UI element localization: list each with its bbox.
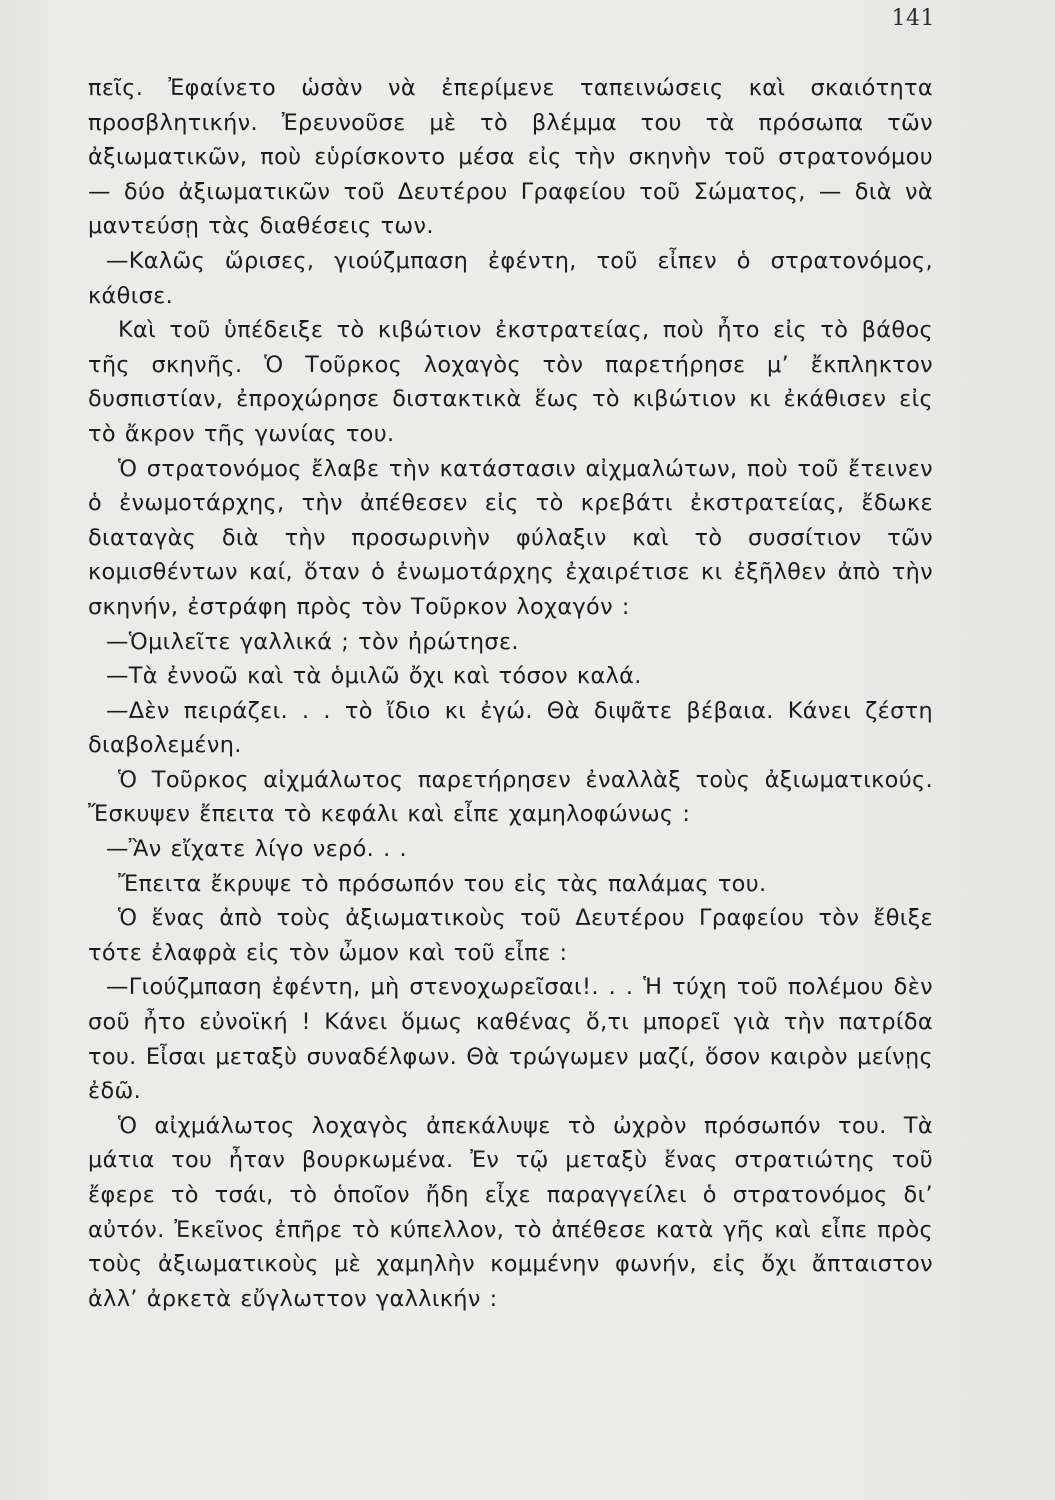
paragraph: Ὁ Τοῦρκος αἰχμάλωτος παρετήρησεν ἐναλλὰξ τοὺς ἀξιωματικούς. Ἔσκυψεν ἔπειτα τὸ κεφάλι καὶ εἶπε χαμηλοφώνως : xyxy=(88,766,933,828)
dialogue-line: —Καλῶς ὥρισες, γιούζμπαση ἐφέντη, τοῦ εἶπεν ὁ στρατονόμος, κάθισε. xyxy=(88,247,933,309)
dialogue-line: —Ἂν εἴχατε λίγο νερό. . . xyxy=(106,836,407,863)
dialogue-line: —Δὲν πειράζει. . . τὸ ἴδιο κι ἐγώ. Θὰ διψᾶτε βέβαια. Κάνει ζέστη διαβολεμένη. xyxy=(88,697,933,759)
dialogue-line: —Γιούζμπαση ἐφέντη, μὴ στενοχωρεῖσαι!. . . Ἡ τύχη τοῦ πολέμου δὲν σοῦ ἦτο εὐνοϊκή ! Κάνει ὅμως καθένας ὅ,τι μπορεῖ γιὰ τὴν πατρίδα του. Εἶσαι μεταξὺ συναδέλφων. Θὰ τρώγωμεν μαζί, ὅσον καιρὸν μείνῃς ἐδῶ. xyxy=(88,974,933,1105)
paragraph: Ἔπειτα ἔκρυψε τὸ πρόσωπόν του εἰς τὰς παλάμας του. xyxy=(118,870,767,897)
dialogue-line: —Τὰ ἐννοῶ καὶ τὰ ὁμιλῶ ὄχι καὶ τόσον καλά. xyxy=(106,663,642,690)
page-body-text xyxy=(88,71,933,1316)
dialogue-line: —Ὁμιλεῖτε γαλλικά ; τὸν ἠρώτησε. xyxy=(106,628,519,655)
paragraph-continuation: πεῖς. Ἐφαίνετο ὡσὰν νὰ ἐπερίμενε ταπεινώσεις καὶ σκαιότητα προσβλητικήν. Ἐρευνοῦσε μὲ τὸ βλέμμα του τὰ πρόσωπα τῶν ἀξιωματικῶν, ποὺ εὑρίσκοντο μέσα εἰς τὴν σκηνὴν τοῦ στρατονόμου — δύο ἀξιωματικῶν τοῦ Δευτέρου Γραφείου τοῦ Σώματος, — διὰ νὰ μαντεύσῃ τὰς διαθέσεις των. xyxy=(88,75,933,240)
paragraph: Ὁ αἰχμάλωτος λοχαγὸς ἀπεκάλυψε τὸ ὠχρὸν πρόσωπόν του. Τὰ μάτια του ἦταν βουρκωμένα. Ἐν τῷ μεταξὺ ἕνας στρατιώτης τοῦ ἔφερε τὸ τσάι, τὸ ὁποῖον ἤδη εἶχε παραγγείλει ὁ στρατονόμος δι’ αὐτόν. Ἐκεῖνος ἐπῆρε τὸ κύπελλον, τὸ ἀπέθεσε κατὰ γῆς καὶ εἶπε πρὸς τοὺς ἀξιωματικοὺς μὲ χαμηλὴν κομμένην φωνήν, εἰς ὄχι ἄπταιστον ἀλλ’ ἀρκετὰ εὔγλωττον γαλλικήν : xyxy=(88,1112,933,1312)
paragraph: Καὶ τοῦ ὑπέδειξε τὸ κιβώτιον ἐκστρατείας, ποὺ ἦτο εἰς τὸ βάθος τῆς σκηνῆς. Ὁ Τοῦρκος λοχαγὸς τὸν παρετήρησε μ’ ἔκπληκτον δυσπιστίαν, ἐπροχώρησε διστακτικὰ ἕως τὸ κιβώτιον κι ἐκάθισεν εἰς τὸ ἄκρον τῆς γωνίας του. xyxy=(88,317,933,447)
page-number: 141 xyxy=(891,6,935,31)
paragraph: Ὁ ἕνας ἀπὸ τοὺς ἀξιωματικοὺς τοῦ Δευτέρου Γραφείου τὸν ἔθιξε τότε ἐλαφρὰ εἰς τὸν ὦμον καὶ τοῦ εἶπε : xyxy=(88,905,933,966)
paragraph: Ὁ στρατονόμος ἔλαβε τὴν κατάστασιν αἰχμαλώτων, ποὺ τοῦ ἔτεινεν ὁ ἐνωμοτάρχης, τὴν ἀπέθεσεν εἰς τὸ κρεβάτι ἐκστρατείας, ἔδωκε διαταγὰς διὰ τὴν προσωρινὴν φύλαξιν καὶ τὸ συσσίτιον τῶν κομισθέντων καί, ὅταν ὁ ἐνωμοτάρχης ἐχαιρέτισε κι ἐξῆλθεν ἀπὸ τὴν σκηνήν, ἐστράφη πρὸς τὸν Τοῦρκον λοχαγόν : xyxy=(88,455,933,620)
